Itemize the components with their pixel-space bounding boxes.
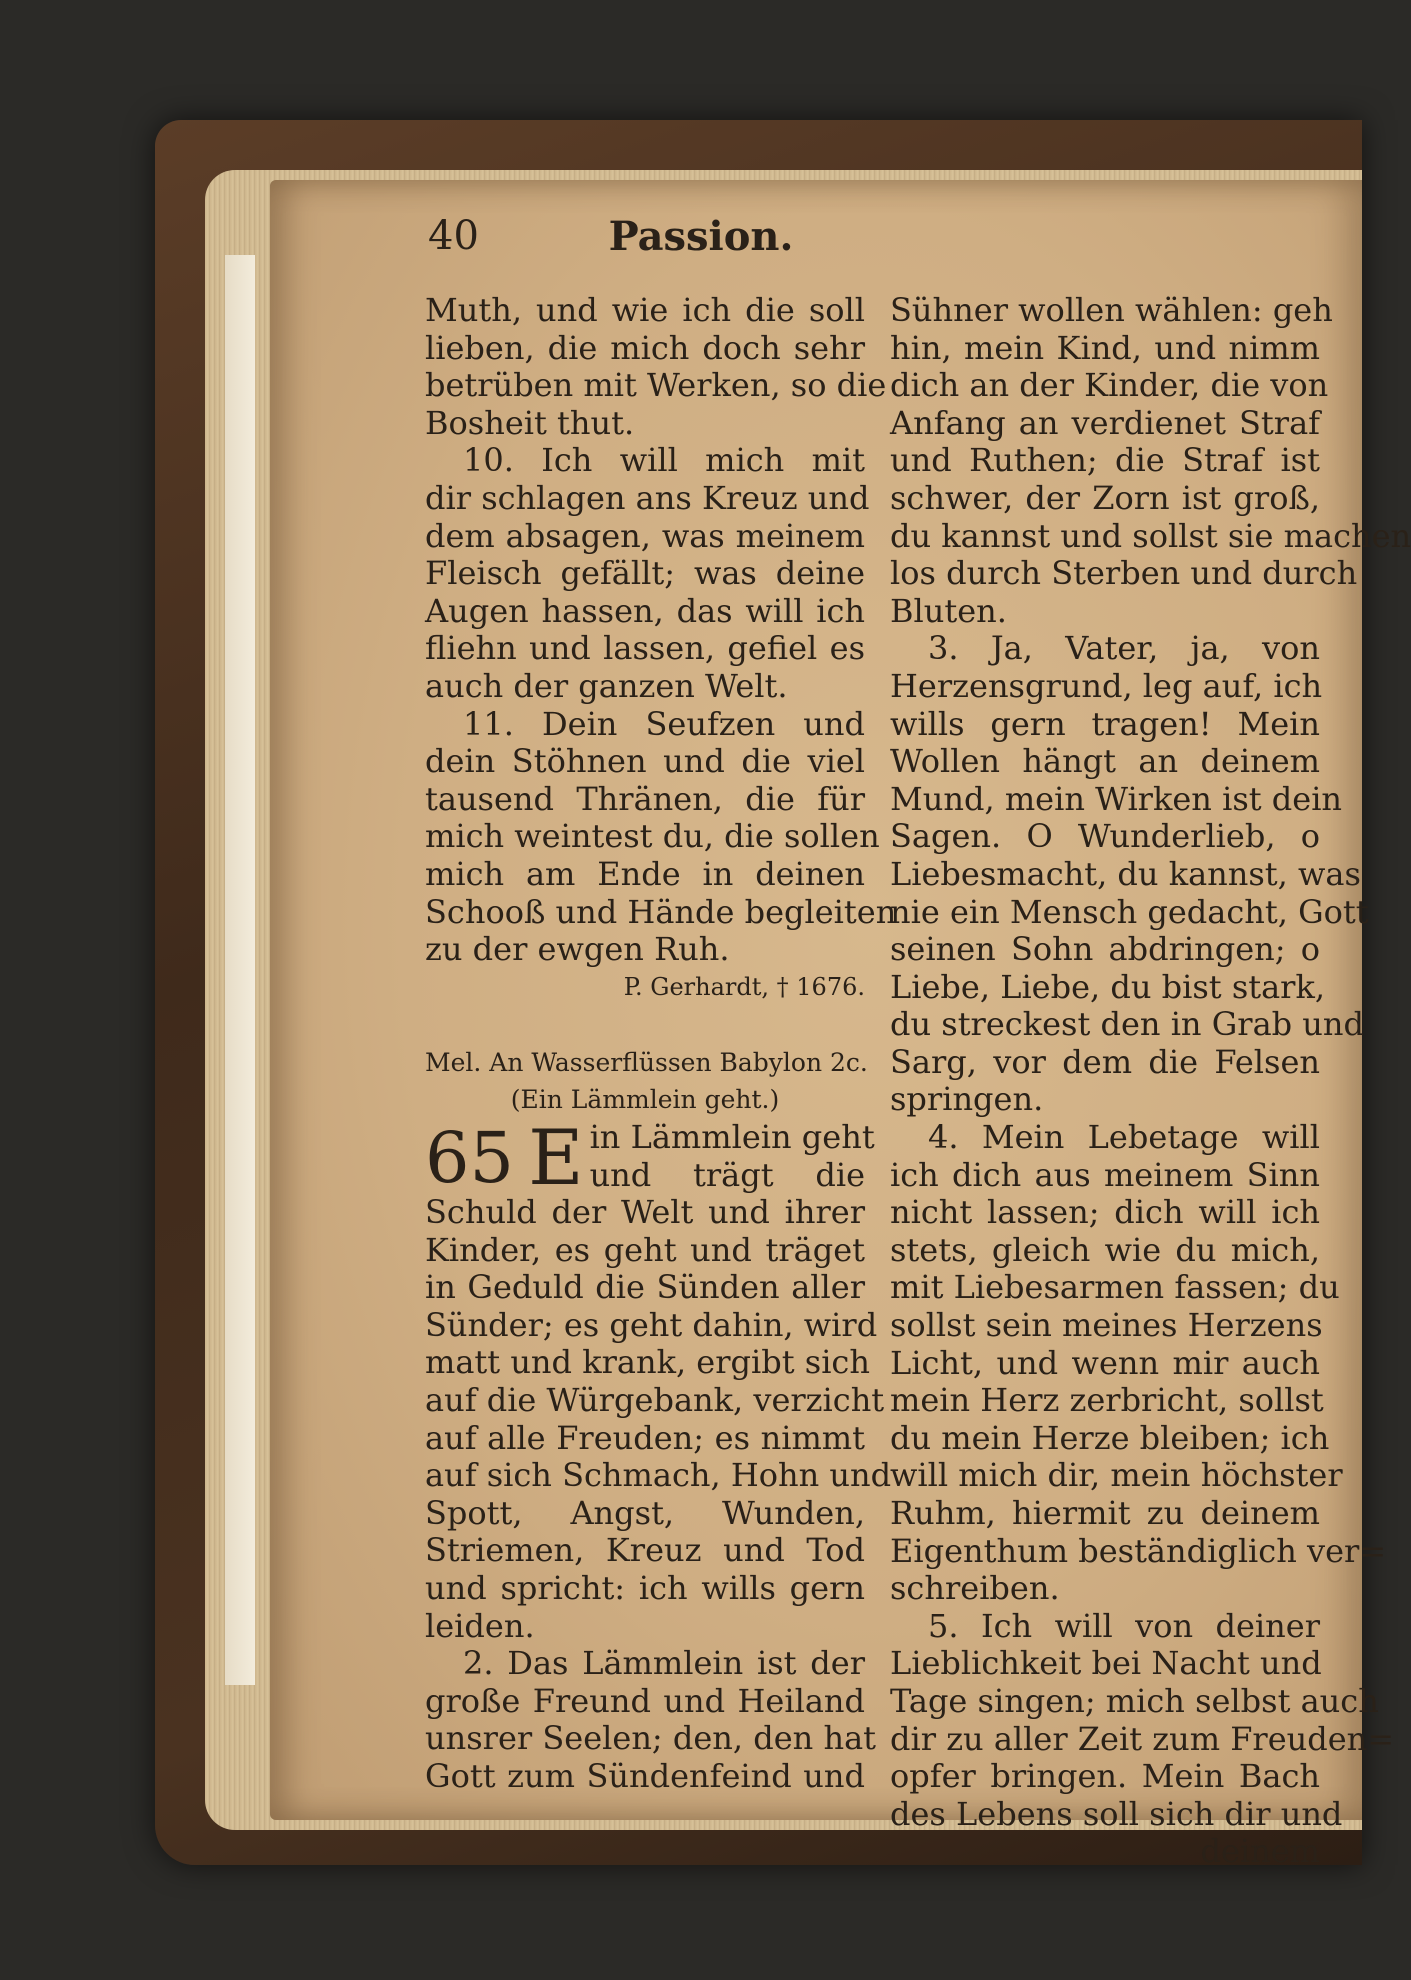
text-line: du streckest den in Grab und [890,1005,1364,1044]
hymn-author: P. Gerhardt, † 1676. [623,972,865,1001]
text-line: und trägt die [589,1155,865,1194]
bookmark-strip [225,255,255,1685]
text-line: Liebesmacht, du kannst, was [890,854,1361,893]
text-line: stets, gleich wie du mich, [890,1230,1320,1269]
text-line: leiden. [425,1606,535,1645]
text-line: hin, mein Kind, und nimm [890,328,1320,367]
text-line: mit Liebesarmen fassen; du [890,1268,1340,1307]
text-line: springen. [890,1080,1044,1119]
hymn-start [425,1113,875,1203]
text-line: in Geduld die Sünden aller [425,1268,865,1307]
text-line: Ruhm, hiermit zu deinem [890,1494,1320,1532]
text-line: betrüben mit Werken, so die [425,366,887,405]
text-line: dir schlagen ans Kreuz und [425,478,870,517]
text-line: Bluten. [890,591,1007,630]
text-line: 10. Ich will mich mit [463,441,865,480]
text-line: Licht, und wenn mir auch [890,1343,1320,1382]
text-line: du mein Herze bleiben; ich [890,1418,1330,1457]
text-line: Schooß und Hände begleiten [425,892,897,931]
right-column-text [890,291,1411,1871]
text-line: Muth, und wie ich die soll [425,291,865,329]
text-line: Spott, Angst, Wunden, [425,1493,865,1532]
text-line: dir zu aller Zeit zum Freuden= [890,1719,1395,1758]
text-line: dem absagen, was meinem [425,516,865,555]
right-column [890,291,1411,1871]
page-number: 40 [428,213,479,259]
text-line: Bosheit thut. [425,403,635,442]
text-line: lieben, die mich doch sehr [425,328,865,367]
text-line: Eigenthum beständiglich ver= [890,1531,1387,1570]
text-line: des Lebens soll sich dir und [890,1794,1343,1833]
text-line: auf alle Freuden; es nimmt [425,1418,865,1457]
text-line: Mund, mein Wirken ist dein [890,779,1343,818]
text-line: Herzensgrund, leg auf, ich [890,666,1323,705]
text-line: 4. Mein Lebetage will [928,1118,1320,1157]
text-line: mich am Ende in deinen [425,854,865,893]
text-line: Sarg, vor dem die Felsen [890,1042,1320,1081]
text-line: Sühner wollen wählen: geh [890,291,1333,329]
text-line: du kannst und sollst sie machen [890,516,1411,555]
text-line: Kinder, es geht und träget [425,1230,865,1269]
hymn-number: 65 [425,1117,515,1200]
text-line: fliehn und lassen, gefiel es [425,629,865,668]
text-line: seinen Sohn abdringen; o [890,930,1320,969]
text-line: schreiben. [890,1569,1060,1608]
text-line: tausend Thränen, die für [425,779,865,818]
text-line: auf die Würgebank, verzicht [425,1381,885,1420]
text-line: wills gern tragen! Mein [890,704,1320,743]
left-column-bottom-text [425,1193,892,1796]
text-line: sollst sein meines Herzens [890,1306,1323,1345]
melody-line: Mel. An Wasserflüssen Babylon 2c. [425,1047,868,1077]
text-line: zu der ewgen Ruh. [425,930,730,969]
text-line: mich weintest du, die sollen [425,817,880,856]
text-line: los durch Sterben und durch [890,554,1358,593]
text-line: unsrer Seelen; den, den hat [425,1719,876,1758]
text-line: auf sich Schmach, Hohn und [425,1456,892,1495]
text-line: nie ein Mensch gedacht, Gott [890,892,1369,931]
text-line: Gott zum Sündenfeind und [425,1756,865,1795]
text-line: große Freund und Heiland [425,1681,865,1720]
spacer [425,1006,865,1044]
left-column-top-text [425,291,897,969]
text-line: Augen hassen, das will ich [425,591,865,630]
left-column [425,291,897,1796]
text-line: opfer bringen. Mein Bach [890,1757,1320,1796]
text-line: will mich dir, mein höchster [890,1456,1343,1495]
text-line: deinem [1200,1832,1320,1871]
text-line: Liebe, Liebe, du bist stark, [890,967,1326,1006]
text-line: in Lämmlein geht [589,1118,875,1157]
text-line: Sünder; es geht dahin, wird [425,1305,878,1344]
running-head: Passion. [608,213,794,260]
text-line: Schuld der Welt und ihrer [425,1193,865,1232]
text-line: 5. Ich will von deiner [928,1606,1320,1645]
text-line: dich an der Kinder, die von [890,366,1329,405]
text-line: Tage singen; mich selbst auch [890,1681,1379,1720]
text-line: matt und krank, ergibt sich [425,1343,870,1382]
text-line: nicht lassen; dich will ich [890,1193,1320,1232]
text-line: dein Stöhnen und die viel [425,742,865,781]
text-line: auch der ganzen Welt. [425,666,788,705]
text-line: Lieblichkeit bei Nacht und [890,1644,1322,1683]
melody-subline: (Ein Lämmlein geht.) [510,1085,780,1115]
text-line: 11. Dein Seufzen und [463,704,865,743]
text-line: schwer, der Zorn ist groß, [890,478,1320,517]
text-line: ich dich aus meinem Sinn [890,1155,1320,1194]
text-line: 3. Ja, Vater, ja, von [928,629,1320,668]
text-line: und spricht: ich wills gern [425,1569,865,1607]
text-line: Striemen, Kreuz und Tod [425,1531,865,1570]
drop-cap: E [528,1113,584,1203]
text-line: mein Herz zerbricht, sollst [890,1381,1324,1420]
text-line: Wollen hängt an deinem [890,742,1320,781]
text-line: 2. Das Lämmlein ist der [463,1644,865,1683]
text-line: Sagen. O Wunderlieb, o [890,817,1320,856]
text-line: und Ruthen; die Straf ist [890,441,1320,480]
text-line: Fleisch gefällt; was deine [425,554,865,593]
text-line: Anfang an verdienet Straf [890,403,1320,442]
